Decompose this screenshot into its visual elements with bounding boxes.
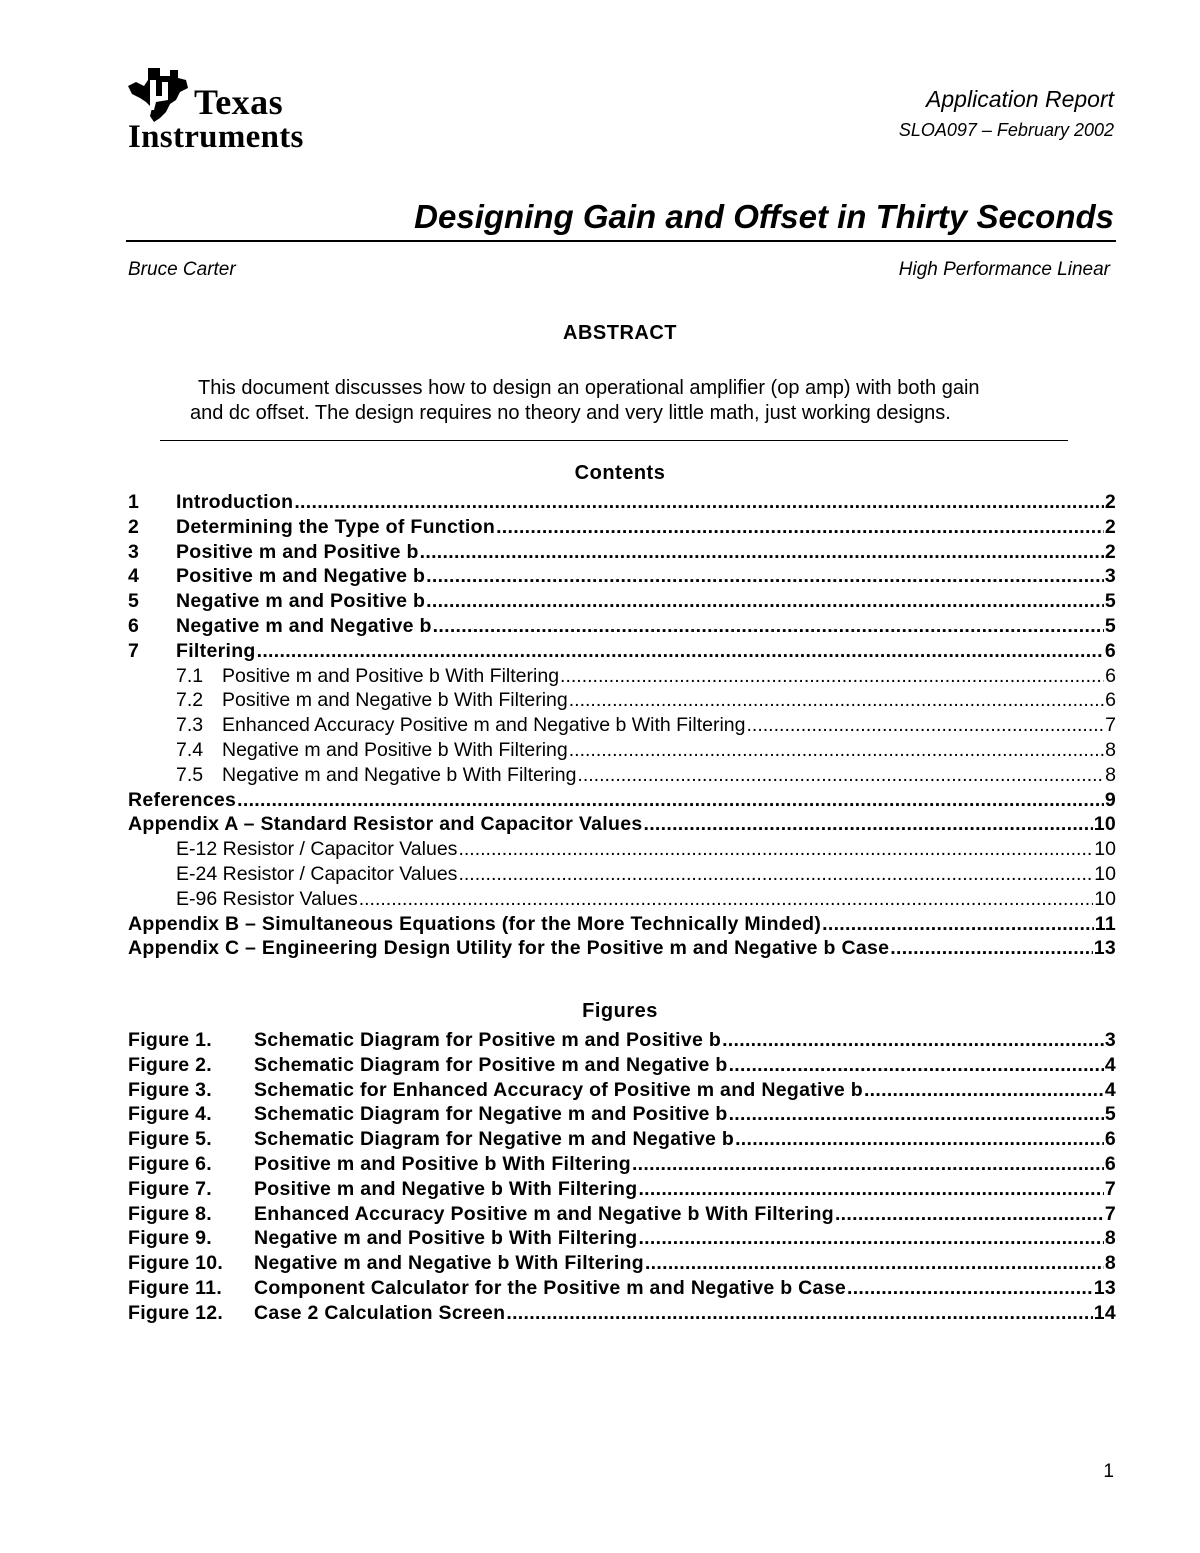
figure-entry[interactable]: Figure 9. Negative m and Positive b With Filtering ..... 8 [128,1227,1116,1252]
toc-entry[interactable]: References ..... 9 [128,789,1116,814]
toc-entry[interactable]: 4 Positive m and Negative b ..... 3 [128,565,1116,590]
logo-instruments-wordmark: Instruments [128,119,304,155]
abstract-divider [160,440,1068,441]
title-divider [126,240,1116,242]
toc-entry[interactable]: Appendix C – Engineering Design Utility for the Positive m and Negative b Case ..... 13 [128,937,1116,962]
toc-subentry[interactable]: E-12 Resistor / Capacitor Values ..... 10 [128,838,1116,863]
author-name: Bruce Carter [128,259,236,280]
toc-entry[interactable]: 2 Determining the Type of Function ..... 2 [128,516,1116,541]
abstract-text [190,376,1070,426]
figure-entry[interactable]: Figure 4. Schematic Diagram for Negative m and Positive b ..... 5 [128,1103,1116,1128]
toc-subentry[interactable]: 7.5 Negative m and Negative b With Filtering ..... 8 [128,764,1116,789]
toc-entry[interactable]: Appendix B – Simultaneous Equations (for the More Technically Minded) ..... 11 [128,913,1116,938]
toc-subentry[interactable]: 7.2 Positive m and Negative b With Filtering ..... 6 [128,689,1116,714]
document-title: Designing Gain and Offset in Thirty Seconds [414,198,1114,235]
logo-texas-wordmark: Texas [194,82,284,122]
figure-entry[interactable]: Figure 8. Enhanced Accuracy Positive m and Negative b With Filtering ..... 7 [128,1203,1116,1228]
ti-state-logo-icon [126,66,190,124]
abstract-line-2: and dc offset. The design requires no theory and very little math, just working designs. [190,402,951,424]
abstract-heading: ABSTRACT [563,322,677,344]
toc-subentry[interactable]: 7.4 Negative m and Positive b With Filtering ..... 8 [128,739,1116,764]
abstract-line-1: This document discusses how to design an operational amplifier (op amp) with both gain [198,377,980,399]
list-of-figures [128,1029,1116,1327]
toc-subentry[interactable]: E-96 Resistor Values ..... 10 [128,888,1116,913]
table-of-contents [128,491,1116,962]
figure-entry[interactable]: Figure 5. Schematic Diagram for Negative m and Negative b ..... 6 [128,1128,1116,1153]
figure-entry[interactable]: Figure 7. Positive m and Negative b With Filtering ..... 7 [128,1178,1116,1203]
figure-entry[interactable]: Figure 11. Component Calculator for the Positive m and Negative b Case ..... 13 [128,1277,1116,1302]
contents-heading: Contents [574,462,666,484]
toc-entry[interactable]: 3 Positive m and Positive b ..... 2 [128,541,1116,566]
author-group: High Performance Linear [898,259,1110,280]
figures-heading: Figures [582,1000,658,1022]
report-type: Application Report [926,86,1114,112]
toc-subentry[interactable]: E-24 Resistor / Capacitor Values ..... 10 [128,863,1116,888]
document-id: SLOA097 – February 2002 [898,120,1114,140]
figure-entry[interactable]: Figure 6. Positive m and Positive b With Filtering ..... 6 [128,1153,1116,1178]
figure-entry[interactable]: Figure 2. Schematic Diagram for Positive m and Negative b ..... 4 [128,1054,1116,1079]
toc-entry[interactable]: 1 Introduction ..... 2 [128,491,1116,516]
figure-entry[interactable]: Figure 1. Schematic Diagram for Positive m and Positive b ..... 3 [128,1029,1116,1054]
toc-subentry[interactable]: 7.3 Enhanced Accuracy Positive m and Negative b With Filtering ..... 7 [128,714,1116,739]
toc-subentry[interactable]: 7.1 Positive m and Positive b With Filtering ..... 6 [128,665,1116,690]
figure-entry[interactable]: Figure 10. Negative m and Negative b With Filtering ..... 8 [128,1252,1116,1277]
page-number: 1 [1103,1461,1114,1482]
figure-entry[interactable]: Figure 12. Case 2 Calculation Screen ..... 14 [128,1302,1116,1327]
toc-entry[interactable]: 7 Filtering ..... 6 [128,640,1116,665]
texas-instruments-logo [126,66,386,155]
toc-entry[interactable]: 5 Negative m and Positive b ..... 5 [128,590,1116,615]
toc-entry[interactable]: Appendix A – Standard Resistor and Capacitor Values ..... 10 [128,813,1116,838]
toc-entry[interactable]: 6 Negative m and Negative b ..... 5 [128,615,1116,640]
figure-entry[interactable]: Figure 3. Schematic for Enhanced Accuracy of Positive m and Negative b ..... 4 [128,1079,1116,1104]
